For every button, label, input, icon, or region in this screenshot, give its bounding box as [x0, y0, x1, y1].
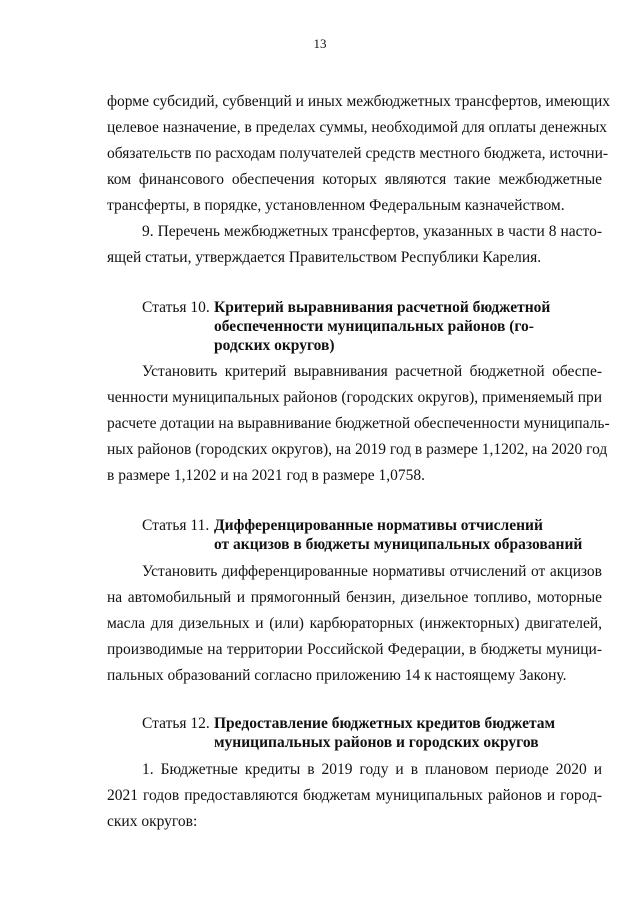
article-title-line: Предоставление бюджетных кредитов бюджетам	[214, 715, 556, 732]
text-line: обязательств по расходам получателей средств местного бюджета, источни-	[107, 145, 609, 162]
text-line: Установить дифференцированные нормативы отчислений от акцизов	[142, 563, 602, 580]
text-line: ком финансового обеспечения которых являются такие межбюджетные	[107, 171, 602, 188]
article-title-line: от акцизов в бюджеты муниципальных образований	[214, 536, 583, 553]
text-line: Установить критерий выравнивания расчетной бюджетной обеспе-	[142, 363, 602, 380]
article-label: Статья 11.	[142, 517, 210, 534]
text-line: производимые на территории Российской Федерации, в бюджеты муници-	[107, 641, 602, 658]
text-line: в размере 1,1202 и на 2021 год в размере 1,0758.	[107, 467, 425, 484]
text-line: масла для дизельных и (или) карбюраторных (инжекторных) двигателей,	[107, 615, 602, 632]
text-line: форме субсидий, субвенций и иных межбюджетных трансфертов, имеющих	[107, 93, 611, 110]
article-title-line: родских округов)	[214, 337, 335, 354]
text-line: ских округов:	[107, 813, 198, 830]
page-number: 13	[313, 36, 327, 51]
text-line: трансферты, в порядке, установленном Федеральным казначейством.	[107, 197, 565, 214]
text-line: целевое назначение, в пределах суммы, необходимой для оплаты денежных	[107, 119, 608, 136]
text-line: ченности муниципальных районов (городских округов), применяемый при	[107, 389, 603, 406]
text-line: ящей статьи, утверждается Правительством Республики Карелия.	[107, 249, 542, 266]
article-label: Статья 10.	[142, 299, 210, 316]
article-title-line: Дифференцированные нормативы отчислений	[214, 517, 543, 534]
article-title-line: муниципальных районов и городских округов	[214, 734, 539, 751]
text-line: пальных образований согласно приложению 14 к настоящему Закону.	[107, 667, 567, 684]
article-title-line: Критерий выравнивания расчетной бюджетной	[214, 299, 551, 316]
text-line: 9. Перечень межбюджетных трансфертов, указанных в части 8 насто-	[142, 223, 602, 240]
text-line: ных районов (городских округов), на 2019 год в размере 1,1202, на 2020 год	[107, 441, 608, 458]
text-line: расчете дотации на выравнивание бюджетной обеспеченности муниципаль-	[107, 415, 610, 432]
text-line: на автомобильный и прямогонный бензин, дизельное топливо, моторные	[107, 589, 602, 606]
article-title-line: обеспеченности муниципальных районов (го-	[214, 318, 534, 335]
article-label: Статья 12.	[142, 715, 210, 732]
text-line: 2021 годов предоставляются бюджетам муниципальных районов и город-	[107, 787, 602, 804]
text-line: 1. Бюджетные кредиты в 2019 году и в плановом периоде 2020 и	[142, 761, 602, 778]
